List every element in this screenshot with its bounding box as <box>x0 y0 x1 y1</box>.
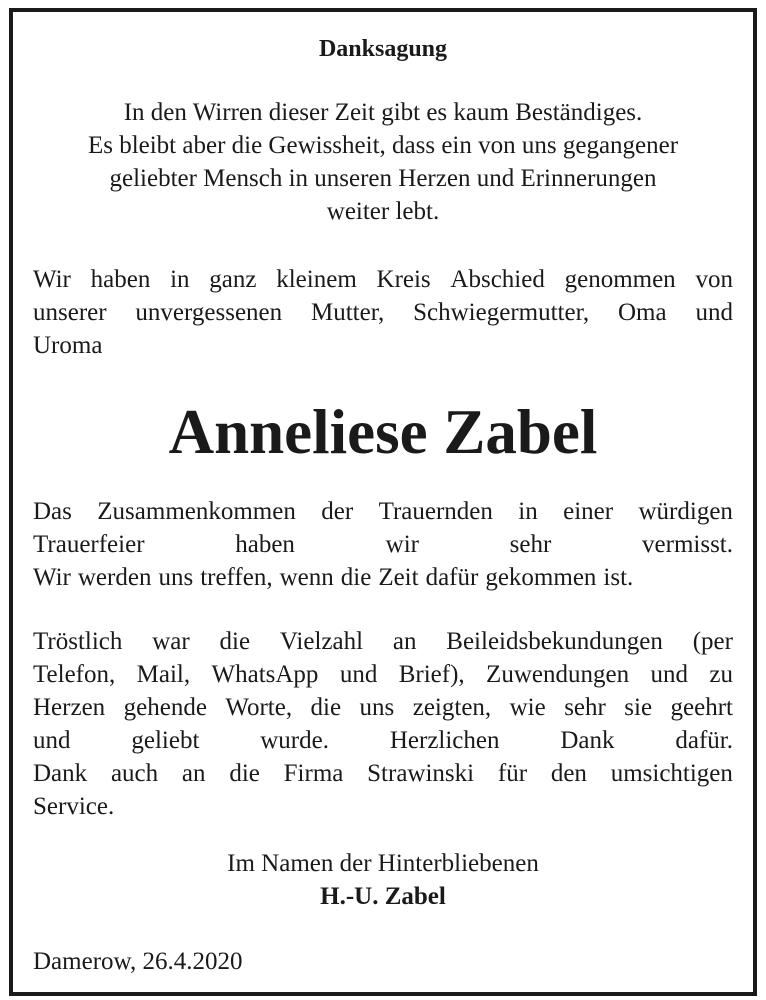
signature-intro: Im Namen der Hinterbliebenen <box>227 850 539 877</box>
text-line <box>33 329 733 362</box>
word: umsichtigen <box>610 760 733 787</box>
word: in <box>518 498 538 525</box>
word: Abschied <box>450 266 545 293</box>
word: uns <box>359 694 395 721</box>
word: Uroma <box>33 332 103 359</box>
word: die <box>340 564 372 591</box>
word: geliebt <box>131 727 200 754</box>
word: treffen, <box>200 564 273 591</box>
word: Zeit <box>378 564 419 591</box>
word: sie <box>624 694 653 721</box>
word: Worte, <box>225 694 293 721</box>
place-date: Damerow, 26.4.2020 <box>33 948 243 975</box>
word: wie <box>509 694 546 721</box>
word: Das <box>33 498 72 525</box>
text-line <box>33 263 733 296</box>
word: Dank <box>33 760 88 787</box>
word: und <box>33 727 71 754</box>
word: Kreis <box>376 266 431 293</box>
word: zu <box>709 661 733 688</box>
word: Herzen <box>33 694 106 721</box>
word: gehende <box>123 694 207 721</box>
word: kleinem <box>276 266 357 293</box>
word: (per <box>692 628 733 655</box>
word: unserer <box>33 299 107 326</box>
word: Mail, <box>136 661 191 688</box>
text-line <box>33 625 733 658</box>
word: den <box>550 760 587 787</box>
word: war <box>152 628 190 655</box>
word: Schwiegermutter, <box>413 299 590 326</box>
word: Zusammenkommen <box>97 498 296 525</box>
word: auch <box>110 760 159 787</box>
text-line <box>33 561 733 594</box>
word: Strawinski <box>367 760 475 787</box>
deceased-name: Anneliese Zabel <box>168 397 598 467</box>
notice-heading: Danksagung <box>318 36 448 62</box>
word: einer <box>563 498 614 525</box>
text-line <box>33 790 733 823</box>
word: Zuwendungen <box>486 661 630 688</box>
word: die <box>310 694 342 721</box>
word: von <box>695 266 733 293</box>
word: Service. <box>33 793 115 820</box>
word: wir <box>385 531 419 558</box>
word: an <box>392 628 417 655</box>
word: Firma <box>283 760 344 787</box>
gathering-paragraph <box>33 495 733 594</box>
word: würdigen <box>638 498 733 525</box>
word: uns <box>158 564 194 591</box>
word: haben <box>235 531 295 558</box>
text-line <box>33 691 733 724</box>
word: Vielzahl <box>279 628 364 655</box>
intro-line: weiter lebt. <box>326 198 440 225</box>
word: Trauerfeier <box>33 531 145 558</box>
text-line <box>33 757 733 790</box>
word: zeigten, <box>412 694 492 721</box>
word: Wir <box>33 266 71 293</box>
word: geehrt <box>670 694 733 721</box>
word: genommen <box>564 266 676 293</box>
text-line <box>33 724 733 757</box>
intro-line: In den Wirren dieser Zeit gibt es kaum Beständiges. <box>123 99 643 126</box>
word: unvergessenen <box>135 299 283 326</box>
word: Wir <box>33 564 71 591</box>
word: vermisst. <box>642 531 733 558</box>
notice-frame <box>9 8 757 996</box>
signature-block <box>33 847 733 913</box>
thanks-paragraph <box>33 625 733 823</box>
word: und <box>695 299 733 326</box>
text-line <box>33 495 733 528</box>
word: sehr <box>564 694 606 721</box>
word: Trauernden <box>378 498 493 525</box>
word: Herzlichen <box>389 727 500 754</box>
word: dafür. <box>675 727 733 754</box>
farewell-paragraph <box>33 263 733 362</box>
word: die <box>219 628 251 655</box>
word: Tröstlich <box>33 628 123 655</box>
text-line <box>33 658 733 691</box>
word: gekommen <box>485 564 597 591</box>
intro-line: Es bleibt aber die Gewissheit, dass ein von uns gegangener <box>87 132 679 159</box>
word: WhatsApp <box>211 661 319 688</box>
word: Telefon, <box>33 661 116 688</box>
text-line <box>33 528 733 561</box>
word: sehr <box>509 531 552 558</box>
text-line <box>33 296 733 329</box>
word: Beileidsbekundungen <box>446 628 663 655</box>
word: Oma <box>618 299 667 326</box>
word: und <box>650 661 688 688</box>
word: Mutter, <box>310 299 385 326</box>
word: in <box>170 266 190 293</box>
word: Dank <box>560 727 615 754</box>
word: die <box>229 760 260 787</box>
word: werden <box>77 564 152 591</box>
word: ist. <box>603 564 634 591</box>
word: haben <box>90 266 151 293</box>
word: Brief), <box>398 661 465 688</box>
word: an <box>181 760 206 787</box>
intro-paragraph <box>33 96 733 228</box>
word: dafür <box>425 564 479 591</box>
word: wenn <box>279 564 334 591</box>
word: für <box>497 760 528 787</box>
word: ganz <box>209 266 257 293</box>
word: wurde. <box>260 727 329 754</box>
word: und <box>339 661 378 688</box>
word: der <box>321 498 354 525</box>
intro-line: geliebter Mensch in unseren Herzen und Erinnerungen <box>109 165 657 192</box>
signature-name: H.-U. Zabel <box>320 883 446 910</box>
